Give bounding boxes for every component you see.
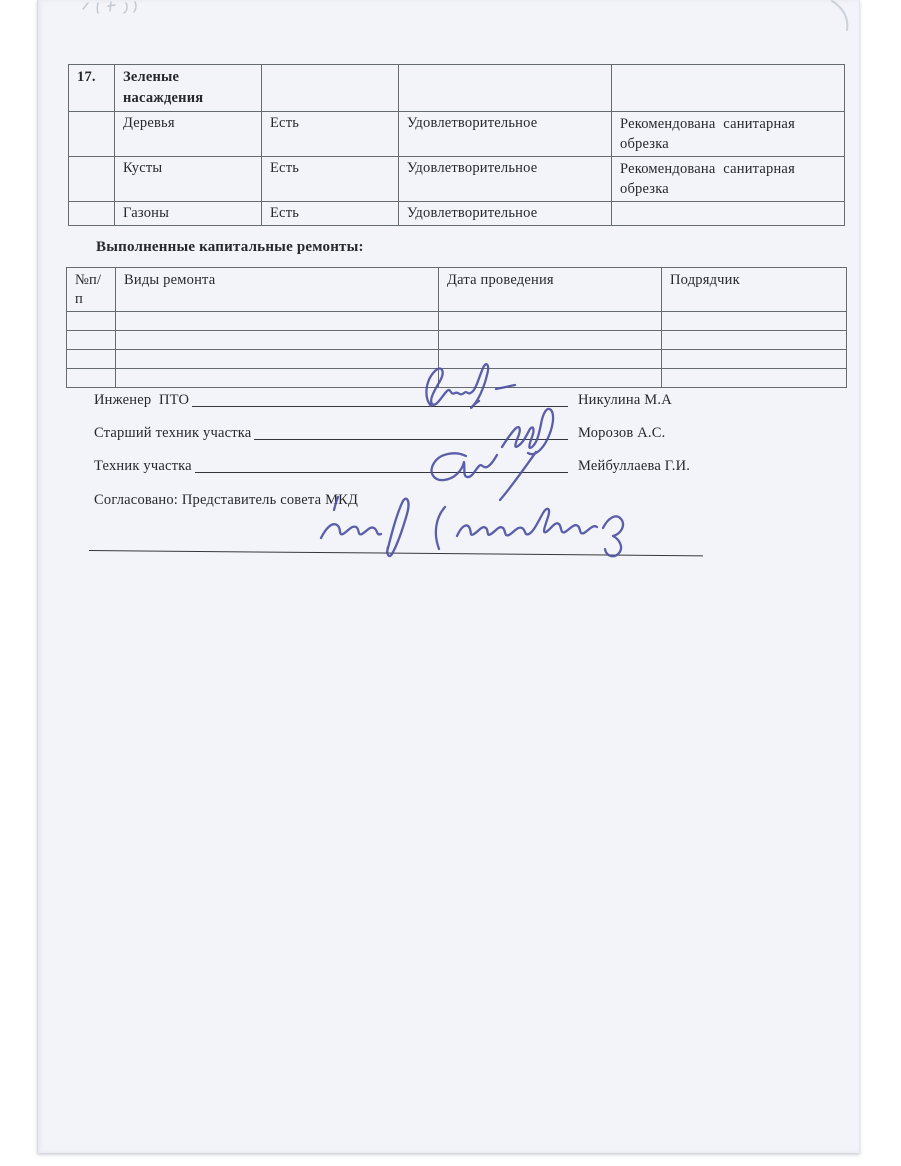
table-row-trees	[69, 112, 845, 157]
green-plantings-table	[68, 64, 845, 226]
item-name-cell: Газоны	[115, 202, 262, 226]
approval-label: Согласовано: Представитель совета МКД	[94, 492, 359, 508]
presence-cell: Есть	[262, 157, 399, 202]
signature-row-engineer	[94, 392, 708, 409]
empty-cell	[116, 350, 439, 369]
empty-cell	[116, 331, 439, 350]
empty-cell	[67, 350, 116, 369]
empty-cell	[662, 331, 847, 350]
category-cell: Зеленые насаждения	[115, 65, 262, 112]
signature-name: Морозов А.С.	[578, 425, 666, 441]
signature-underline	[195, 458, 568, 473]
empty-table-row	[67, 350, 847, 369]
signature-underline	[192, 392, 568, 407]
row-number-cell: 17.	[69, 65, 115, 112]
signature-underline	[254, 425, 568, 440]
empty-cell	[439, 369, 662, 388]
condition-cell: Удовлетворительное	[399, 157, 612, 202]
empty-cell	[262, 65, 399, 112]
condition-cell: Удовлетворительное	[399, 112, 612, 157]
item-name-cell: Деревья	[115, 112, 262, 157]
repairs-heading: Выполненные капитальные ремонты:	[96, 239, 364, 255]
presence-cell: Есть	[262, 112, 399, 157]
header-cell-contractor: Подрядчик	[662, 268, 847, 312]
empty-table-row	[67, 331, 847, 350]
empty-cell	[116, 312, 439, 331]
empty-cell	[439, 312, 662, 331]
table-row-bushes	[69, 157, 845, 202]
empty-cell	[67, 312, 116, 331]
note-cell: Рекомендована санитарная обрезка	[612, 157, 845, 202]
item-name-cell: Кусты	[115, 157, 262, 202]
signature-row-technician	[94, 458, 708, 475]
empty-cell	[67, 331, 116, 350]
empty-table-row	[67, 369, 847, 388]
note-cell: Рекомендована санитарная обрезка	[612, 112, 845, 157]
table-row-lawns	[69, 202, 845, 226]
header-cell-date: Дата проведения	[439, 268, 662, 312]
condition-cell: Удовлетворительное	[399, 202, 612, 226]
table-row-category	[69, 65, 845, 112]
empty-cell	[67, 369, 116, 388]
signature-row-senior-technician	[94, 425, 708, 442]
note-cell	[612, 202, 845, 226]
empty-cell	[612, 65, 845, 112]
empty-cell	[439, 350, 662, 369]
signature-name: Никулина М.А	[578, 392, 672, 408]
table-header-row	[67, 268, 847, 312]
empty-cell	[439, 331, 662, 350]
header-cell-number: №п/п	[67, 268, 116, 312]
approval-underline	[89, 550, 703, 556]
handwritten-signature-approval	[321, 497, 623, 556]
signature-role: Техник участка	[94, 458, 192, 474]
repairs-table	[66, 267, 847, 388]
signature-role: Старший техник участка	[94, 425, 252, 441]
signature-name: Мейбуллаева Г.И.	[578, 458, 691, 474]
empty-table-row	[67, 312, 847, 331]
empty-cell	[662, 312, 847, 331]
presence-cell: Есть	[262, 202, 399, 226]
header-cell-repair-type: Виды ремонта	[116, 268, 439, 312]
empty-cell	[662, 350, 847, 369]
empty-cell	[116, 369, 439, 388]
empty-cell	[69, 157, 115, 202]
signature-role: Инженер ПТО	[94, 392, 190, 408]
paper-sheet	[37, 0, 860, 1153]
empty-cell	[69, 112, 115, 157]
empty-cell	[662, 369, 847, 388]
page-curl-icon	[832, 1, 847, 30]
pencil-marks-icon	[83, 2, 136, 13]
empty-cell	[399, 65, 612, 112]
empty-cell	[69, 202, 115, 226]
